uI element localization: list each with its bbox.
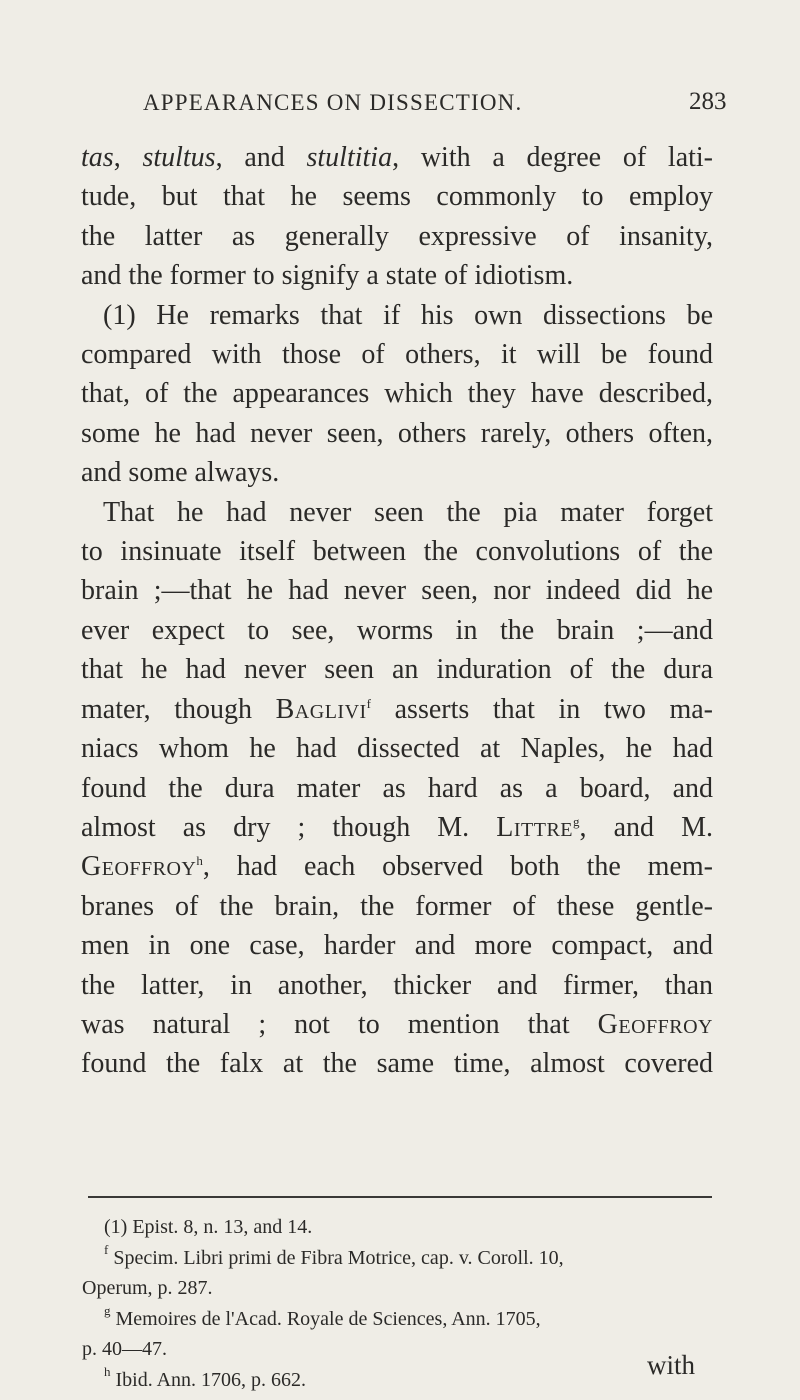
footnote: (1) Epist. 8, n. 13, and 14. xyxy=(104,1216,313,1238)
author-name: Geoffroy xyxy=(81,851,197,883)
footnote-mark: f xyxy=(104,1241,109,1257)
text-line: found the dura mater as hard as a board, and xyxy=(81,772,713,804)
footnote-ref: h xyxy=(196,853,203,869)
text-line: that, of the appearances which they have described, xyxy=(81,378,713,410)
footnote-mark: h xyxy=(104,1363,111,1379)
body-text xyxy=(81,138,713,1084)
latin-term: stultus xyxy=(142,142,216,173)
text-line: and the former to signify a state of idiotism. xyxy=(81,260,574,292)
text-line: was natural ; not to mention that Geoffroy xyxy=(81,1008,713,1040)
text-line: ever expect to see, worms in the brain ;—and xyxy=(81,614,713,646)
text-line: mater, though Baglivi$^f$ asserts that in two ma- xyxy=(81,693,713,725)
footnote-mark: g xyxy=(104,1302,111,1318)
text-line: compared with those of others, it will be found xyxy=(81,339,713,371)
footnote: $^h$ Ibid. Ann. 1706, p. 662. xyxy=(104,1363,307,1391)
footnote-rule xyxy=(88,1196,712,1198)
text-line: almost as dry ; though M. Littre$^g$, and M. xyxy=(81,811,713,843)
page-header xyxy=(0,88,800,128)
author-name: Baglivi xyxy=(275,693,367,725)
text-line: niacs whom he had dissected at Naples, he had xyxy=(81,733,713,765)
text-line: found the falx at the same time, almost covered xyxy=(81,1048,713,1080)
author-name: Littre xyxy=(496,811,574,843)
running-head: APPEARANCES ON DISSECTION. xyxy=(143,90,523,115)
footnote-continuation: p. 40—47. xyxy=(82,1338,167,1360)
text-line: and some always. xyxy=(81,457,280,489)
text-line: to insinuate itself between the convolutions of the xyxy=(81,536,713,568)
latin-term: stultitia xyxy=(306,142,393,173)
text-line: (1) He remarks that if his own dissections be xyxy=(103,299,713,331)
text-line: that he had never seen an induration of the dura xyxy=(81,654,713,686)
text-line: tude, but that he seems commonly to employ xyxy=(81,181,713,213)
latin-term: tas xyxy=(81,142,114,173)
footnote: $^g$ Memoires de l'Acad. Royale de Sciences, Ann. 1705, xyxy=(104,1302,541,1330)
text-line: some he had never seen, others rarely, others often, xyxy=(81,417,713,449)
page-number: 283 xyxy=(689,88,727,115)
text-line: branes of the brain, the former of these gentle- xyxy=(81,890,713,922)
footnote-continuation: Operum, p. 287. xyxy=(82,1277,213,1299)
footnote-ref: g xyxy=(573,813,580,829)
text-line: That he had never seen the pia mater forget xyxy=(103,496,713,528)
text-line: Geoffroy$^h$, had each observed both the mem- xyxy=(81,851,713,883)
text-line: brain ;—that he had never seen, nor indeed did he xyxy=(81,575,713,607)
text-line: men in one case, harder and more compact, and xyxy=(81,930,713,962)
catchword: with xyxy=(647,1350,696,1380)
author-name: Geoffroy xyxy=(597,1008,713,1040)
text-line: the latter as generally expressive of insanity, xyxy=(81,220,713,252)
footnote-ref: f xyxy=(366,695,372,711)
footnotes xyxy=(82,1212,712,1395)
footnote: $^f$ Specim. Libri primi de Fibra Motrice, cap. v. Coroll. 10, xyxy=(104,1241,564,1269)
text-line: tas, stultus, and stultitia, with a degree of lati- xyxy=(81,142,714,173)
text-line: the latter, in another, thicker and firmer, than xyxy=(81,969,713,1001)
